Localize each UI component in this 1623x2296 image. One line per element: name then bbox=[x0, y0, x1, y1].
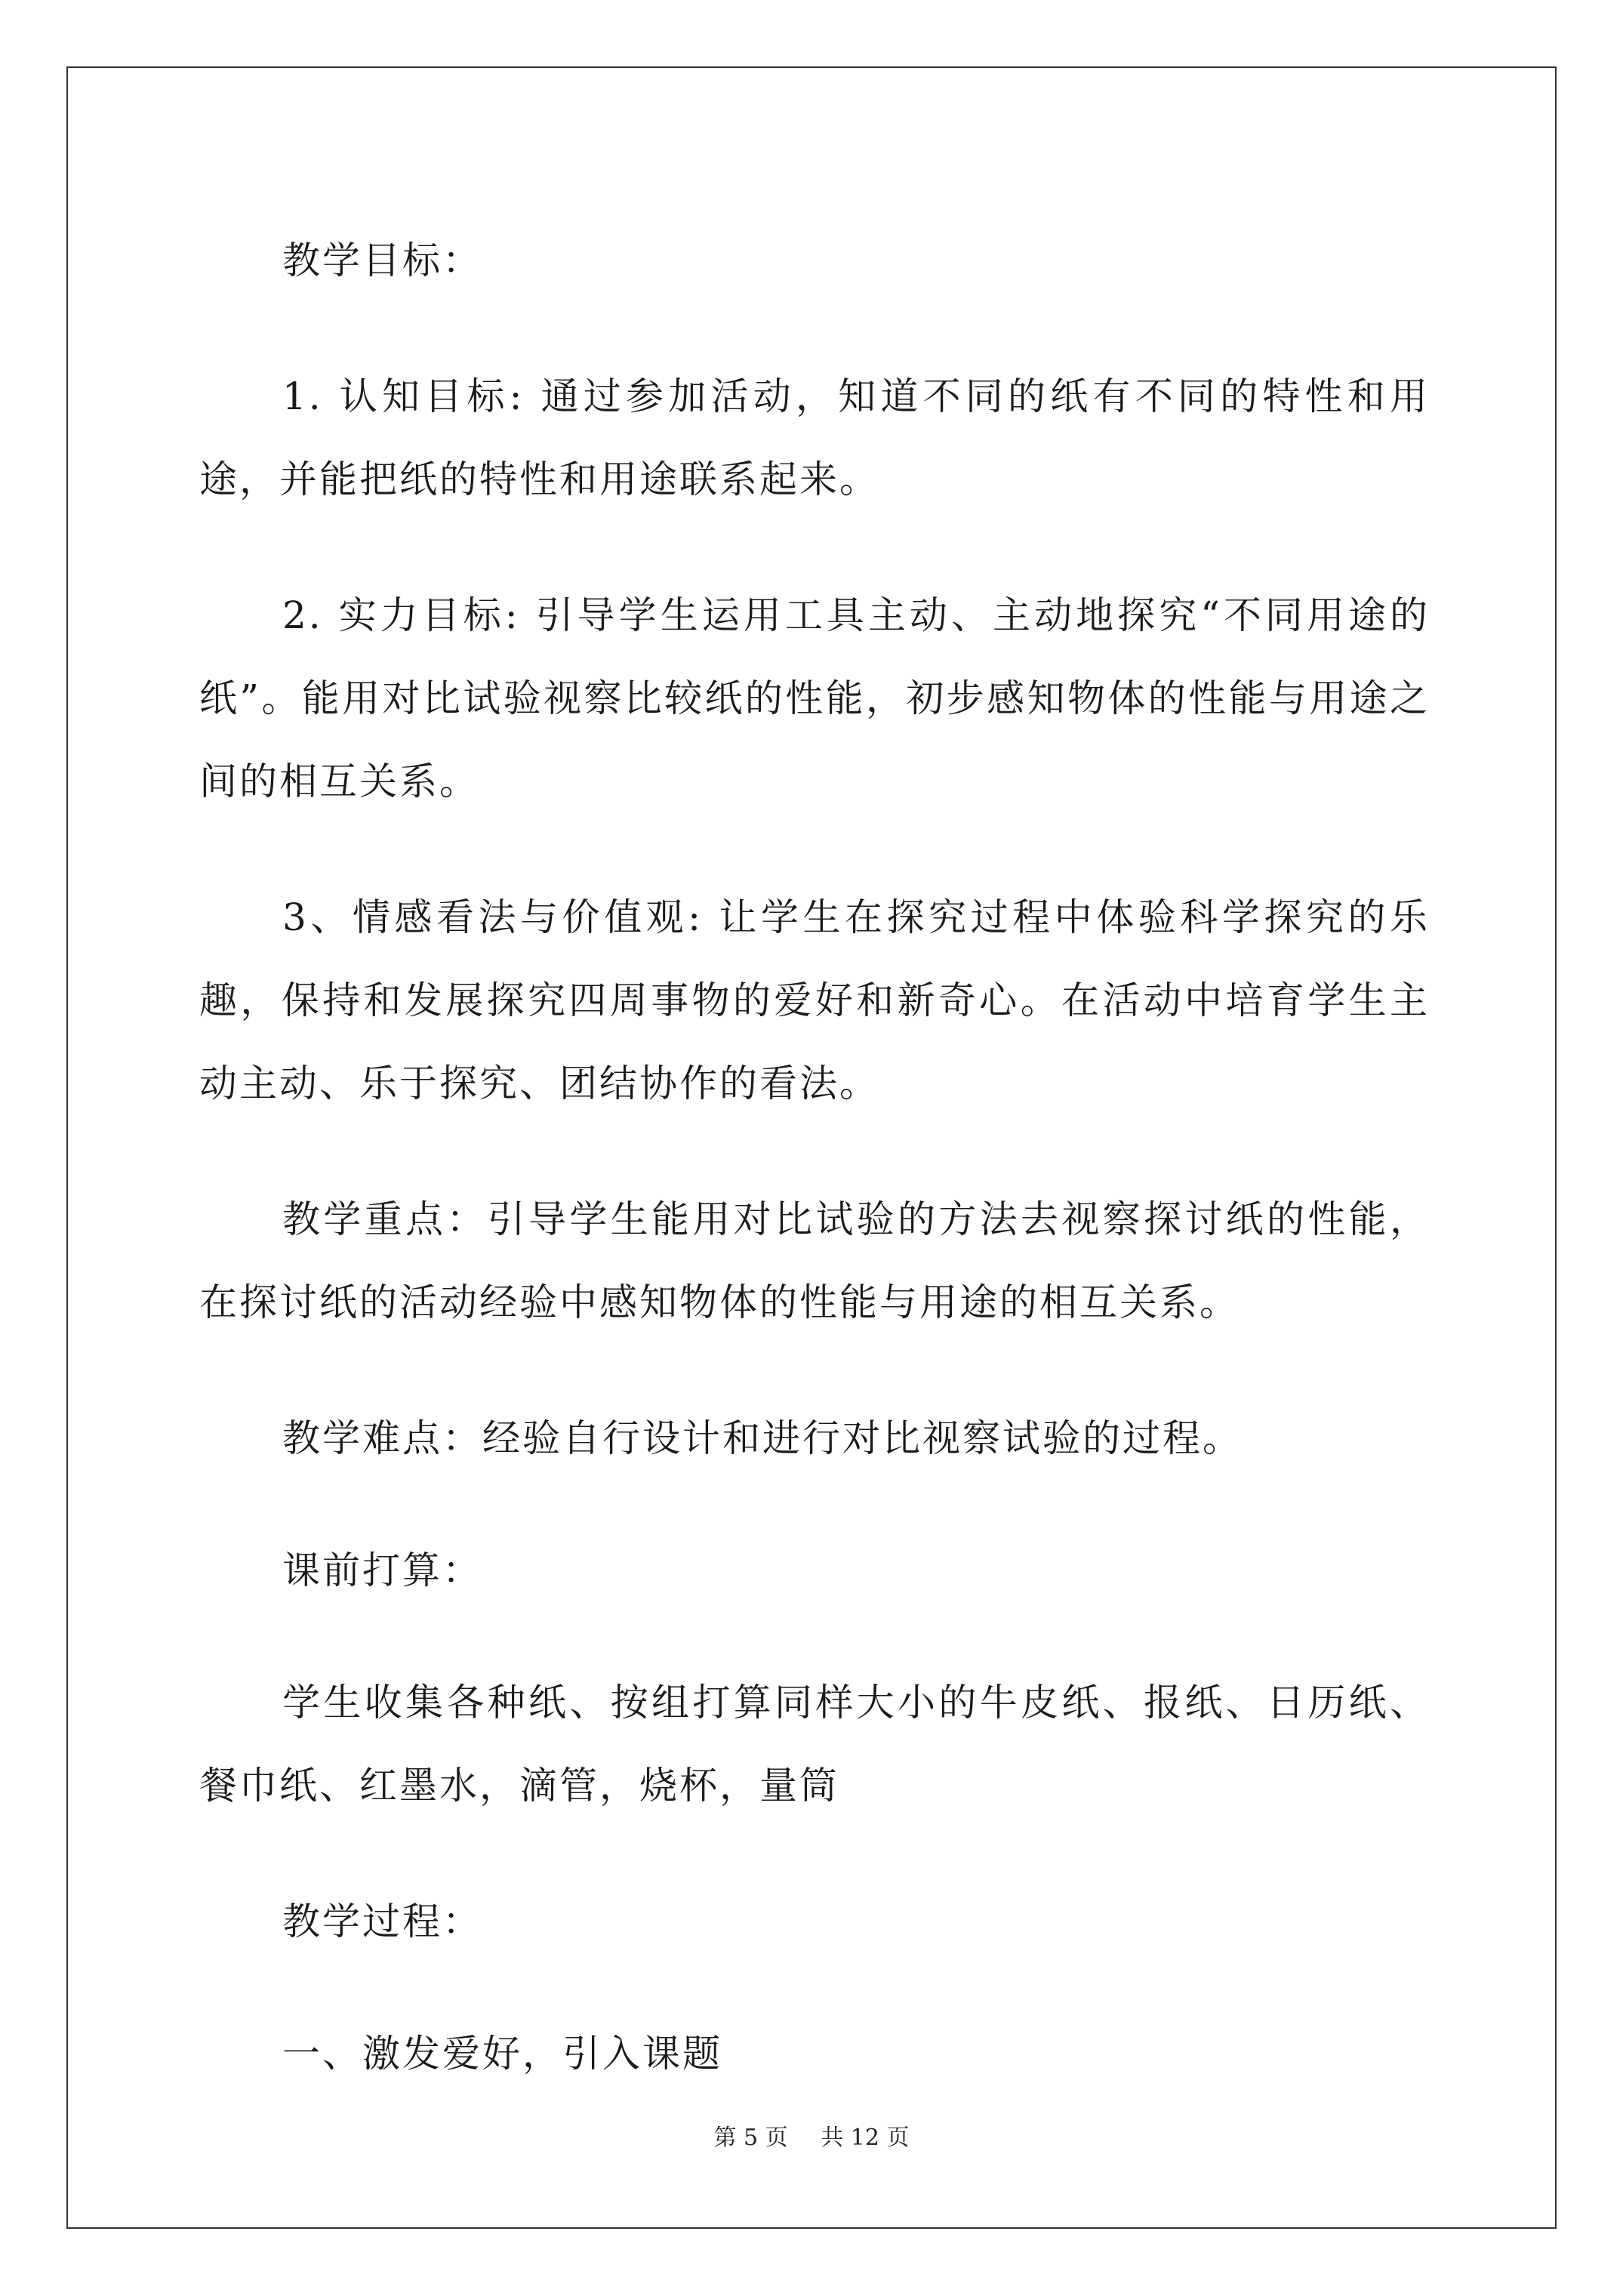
teaching-difficulty: 教学难点：经验自行设计和进行对比视察试验的过程。 bbox=[282, 1416, 1243, 1460]
page-number-total: 共 12 页 bbox=[821, 2125, 910, 2151]
section-heading-process: 教学过程： bbox=[282, 1900, 482, 1943]
section-heading-preparation: 课前打算： bbox=[282, 1549, 482, 1592]
objective-emotion: 3、情感看法与价值观: 让学生在探究过程中体验科学探究的乐趣，保持和发展探究四周事物的爱好和新奇心。在活动中培育学生主动主动、乐于探究、团结协作的看法。 bbox=[199, 895, 1430, 1105]
preparation-materials: 学生收集各种纸、按组打算同样大小的牛皮纸、报纸、日历纸、餐巾纸、红墨水，滴管，烧杯，量筒 bbox=[199, 1681, 1430, 1808]
document-body bbox=[199, 219, 1430, 2148]
process-step-one: 一、激发爱好，引入课题 bbox=[282, 2032, 722, 2076]
objective-ability: 2. 实力目标: 引导学生运用工具主动、主动地探究“不同用途的纸”。能用对比试验视察比较纸的性能，初步感知物体的性能与用途之间的相互关系。 bbox=[199, 593, 1430, 803]
objective-cognitive: 1. 认知目标: 通过参加活动，知道不同的纸有不同的特性和用途，并能把纸的特性和用途联系起来。 bbox=[199, 374, 1430, 501]
section-heading-objectives: 教学目标： bbox=[282, 239, 482, 282]
page-footer bbox=[0, 2123, 1623, 2153]
teaching-key-point: 教学重点：引导学生能用对比试验的方法去视察探讨纸的性能，在探讨纸的活动经验中感知物体的性能与用途的相互关系。 bbox=[199, 1197, 1430, 1324]
page-number-current: 第 5 页 bbox=[713, 2125, 788, 2151]
